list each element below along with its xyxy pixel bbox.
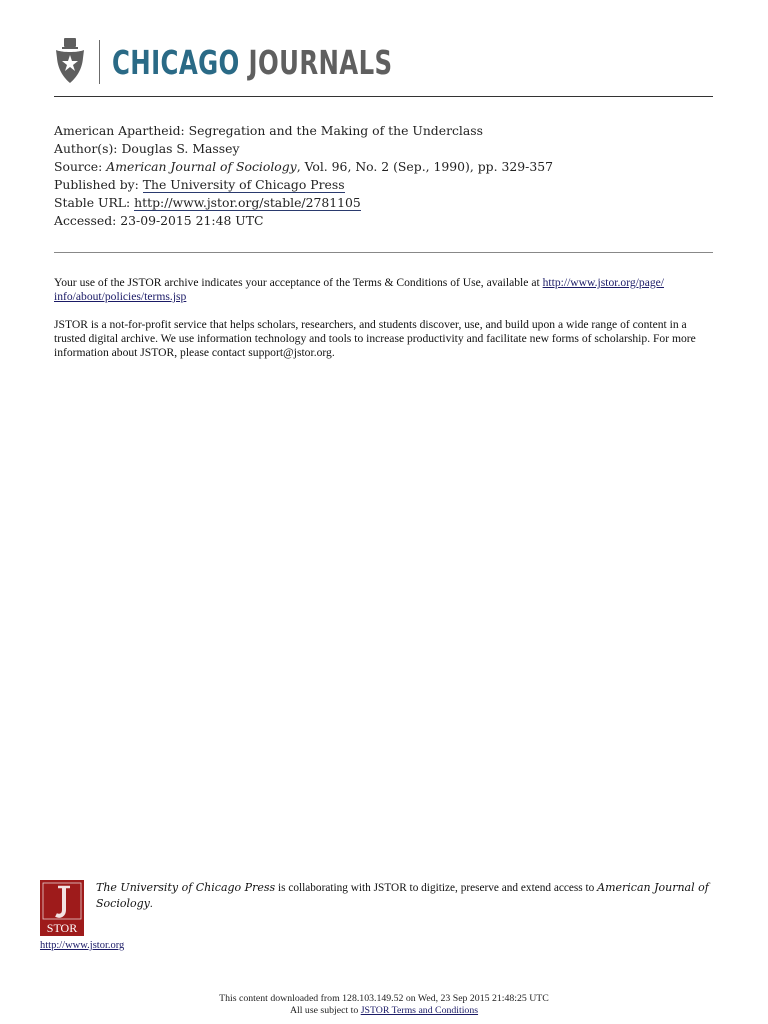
brand-wordmark xyxy=(112,42,392,84)
collab-end: . xyxy=(149,898,153,910)
source-label: Source: xyxy=(54,159,103,174)
jstor-description: JSTOR is a not-for-profit service that helps scholars, researchers, and students discover, use, and build upon a wide range of content in a trusted digital archive. We use information technology and tools to increase productivity and facilitate new forms of scholarship. For more information about JSTOR, please contact support@jstor.org. xyxy=(54,318,696,359)
stable-url-line xyxy=(54,194,714,212)
download-footer xyxy=(0,993,768,1017)
source-line xyxy=(54,158,714,176)
footer-terms-prefix: All use subject to xyxy=(289,1005,361,1016)
jstor-url-link[interactable]: http://www.jstor.org xyxy=(40,940,125,951)
footer-download-info: This content downloaded from 128.103.149.52 on Wed, 23 Sep 2015 21:48:25 UTC xyxy=(219,993,549,1004)
publisher-label: Published by: xyxy=(54,177,139,192)
collab-publisher: The University of Chicago Press xyxy=(96,881,276,894)
footer-terms-link[interactable]: JSTOR Terms and Conditions xyxy=(360,1005,479,1016)
article-title: American Apartheid: Segregation and the Making of the Underclass xyxy=(54,123,483,138)
accessed-line: Accessed: 23-09-2015 21:48 UTC xyxy=(54,213,264,228)
citation-block xyxy=(54,122,714,230)
source-journal: American Journal of Sociology xyxy=(106,159,297,174)
brand-primary: CHICAGO xyxy=(112,43,240,82)
footer-terms-line xyxy=(0,1005,768,1017)
terms-text: Your use of the JSTOR archive indicates your acceptance of the Terms & Conditions of Use, available at xyxy=(54,276,543,289)
collab-journal: American Journal of Sociology xyxy=(96,881,709,910)
jstor-logo-text: STOR xyxy=(46,921,78,935)
logo-divider xyxy=(99,40,100,84)
jstor-logo[interactable] xyxy=(40,880,84,936)
terms-notice xyxy=(54,276,714,374)
terms-paragraph xyxy=(54,276,714,304)
terms-link[interactable]: http://www.jstor.org/page/ info/about/policies/terms.jsp xyxy=(54,276,664,303)
section-divider xyxy=(54,252,713,253)
collab-middle: is collaborating with JSTOR to digitize, preserve and extend access to xyxy=(275,882,598,894)
brand-secondary: JOURNALS xyxy=(248,43,393,82)
stable-url-link[interactable]: http://www.jstor.org/stable/2781105 xyxy=(134,195,361,210)
collaboration-notice xyxy=(96,880,718,912)
authors-value: Douglas S. Massey xyxy=(121,141,240,156)
publisher-link[interactable]: The University of Chicago Press xyxy=(142,177,345,192)
publisher-line xyxy=(54,176,714,194)
authors-label: Author(s): xyxy=(54,141,118,156)
stable-url-label: Stable URL: xyxy=(54,195,131,210)
chicago-journals-emblem-icon xyxy=(52,36,88,86)
source-details: , Vol. 96, No. 2 (Sep., 1990), pp. 329-357 xyxy=(296,159,553,174)
authors-line xyxy=(54,140,714,158)
header-divider xyxy=(54,96,713,97)
